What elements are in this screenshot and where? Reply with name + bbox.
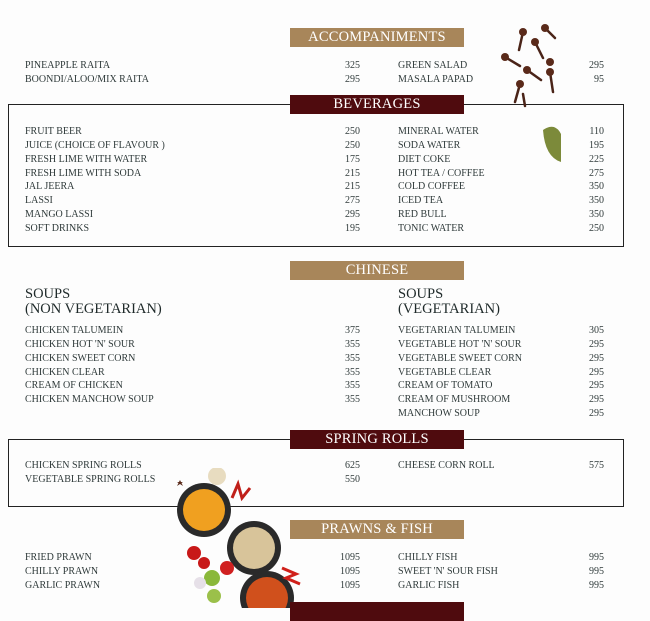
accompaniments-right-list <box>398 59 604 87</box>
menu-item <box>25 565 360 579</box>
menu-item-name: VEGETABLE SWEET CORN <box>398 352 523 364</box>
menu-item-name: ICED TEA <box>398 195 444 207</box>
menu-item-name: VEGETABLE HOT 'N' SOUR <box>398 338 522 350</box>
menu-item-name: CHICKEN CLEAR <box>25 366 105 378</box>
menu-item-price: 95 <box>594 73 604 85</box>
menu-item-price: 350 <box>589 181 604 193</box>
menu-item-price: 295 <box>589 366 604 378</box>
menu-item-name: LASSI <box>25 195 53 207</box>
menu-item-name: DIET COKE <box>398 153 451 165</box>
menu-item-name: CHICKEN MANCHOW SOUP <box>25 394 154 406</box>
menu-item-name: CHILLY PRAWN <box>25 565 99 577</box>
soups-veg-heading <box>398 287 500 317</box>
menu-item <box>25 73 360 87</box>
menu-item-name: JAL JEERA <box>25 181 75 193</box>
menu-item-price: 325 <box>345 60 360 71</box>
menu-item-name: CHICKEN SPRING ROLLS <box>25 460 142 471</box>
menu-item-price: 1095 <box>340 565 360 577</box>
menu-item-price: 295 <box>589 338 604 350</box>
heading-line: (NON VEGETARIAN) <box>25 301 162 317</box>
menu-item <box>25 338 360 352</box>
menu-item-name: CREAM OF MUSHROOM <box>398 394 511 406</box>
menu-item-name: BOONDI/ALOO/MIX RAITA <box>25 73 149 85</box>
menu-item-price: 295 <box>589 352 604 364</box>
menu-item-price: 215 <box>345 181 360 193</box>
menu-item <box>398 579 604 593</box>
menu-item <box>398 208 604 222</box>
menu-item-price: 175 <box>345 153 360 165</box>
menu-item-price: 355 <box>345 338 360 350</box>
menu-item-name: COLD COFFEE <box>398 181 465 193</box>
menu-item-name: FRESH LIME WITH SODA <box>25 167 142 179</box>
menu-item-price: 550 <box>345 473 360 485</box>
menu-item-price: 995 <box>589 579 604 591</box>
menu-item-price: 295 <box>589 408 604 420</box>
beverages-left-list <box>25 125 360 236</box>
menu-item <box>25 324 360 338</box>
menu-item <box>25 459 360 473</box>
menu-item <box>25 194 360 208</box>
menu-item <box>398 125 604 139</box>
menu-item-price: 350 <box>589 209 604 221</box>
menu-item <box>25 139 360 153</box>
menu-item <box>25 125 360 139</box>
menu-item <box>25 208 360 222</box>
menu-item <box>398 393 604 407</box>
menu-item-price: 305 <box>589 325 604 336</box>
menu-item <box>25 59 360 73</box>
menu-item <box>25 180 360 194</box>
menu-item-price: 350 <box>589 195 604 207</box>
menu-item-name: TONIC WATER <box>398 222 465 234</box>
menu-item-name: PINEAPPLE RAITA <box>25 60 111 71</box>
menu-item-name: RED BULL <box>398 209 447 221</box>
menu-item <box>398 366 604 380</box>
soups-non-veg-list <box>25 324 360 407</box>
menu-item-price: 195 <box>589 139 604 151</box>
menu-item <box>25 352 360 366</box>
menu-item-name: SOFT DRINKS <box>25 222 89 234</box>
menu-item-name: CHICKEN TALUMEIN <box>25 325 124 336</box>
menu-item <box>25 473 360 487</box>
menu-item-name: GREEN SALAD <box>398 60 468 71</box>
menu-item <box>25 579 360 593</box>
menu-item-name: HOT TEA / COFFEE <box>398 167 485 179</box>
section-header-accompaniments: ACCOMPANIMENTS <box>290 28 464 47</box>
prawns-list <box>25 551 360 593</box>
menu-item-price: 250 <box>589 222 604 234</box>
menu-item <box>398 139 604 153</box>
heading-line: (VEGETARIAN) <box>398 301 500 317</box>
spring-rolls-right-list <box>398 459 604 473</box>
menu-item <box>25 222 360 236</box>
section-header-chinese: CHINESE <box>290 261 464 280</box>
menu-item-name: MANCHOW SOUP <box>398 408 480 420</box>
menu-item-price: 355 <box>345 366 360 378</box>
menu-item <box>398 338 604 352</box>
menu-item <box>398 324 604 338</box>
menu-item-price: 355 <box>345 352 360 364</box>
menu-item-name: FRUIT BEER <box>25 126 82 137</box>
menu-item-price: 625 <box>345 460 360 471</box>
menu-item-price: 355 <box>345 394 360 406</box>
menu-item-price: 275 <box>345 195 360 207</box>
menu-item-name: JUICE (CHOICE OF FLAVOUR ) <box>25 139 165 151</box>
menu-item <box>398 73 604 87</box>
menu-item <box>398 222 604 236</box>
soups-non-veg-heading <box>25 287 162 317</box>
fish-list <box>398 551 604 593</box>
menu-item-name: FRESH LIME WITH WATER <box>25 153 148 165</box>
menu-item-name: CREAM OF CHICKEN <box>25 380 123 392</box>
menu-item <box>398 407 604 421</box>
menu-item <box>398 459 604 473</box>
section-header-beverages: BEVERAGES <box>290 95 464 114</box>
menu-item <box>25 167 360 181</box>
menu-item-price: 1095 <box>340 579 360 591</box>
menu-item-name: SODA WATER <box>398 139 461 151</box>
menu-item-price: 250 <box>345 139 360 151</box>
menu-item <box>398 551 604 565</box>
soups-veg-list <box>398 324 604 421</box>
menu-item-name: GARLIC PRAWN <box>25 579 101 591</box>
heading-line: SOUPS <box>398 286 444 302</box>
menu-item-name: CREAM OF TOMATO <box>398 380 493 392</box>
menu-item <box>25 393 360 407</box>
menu-item-price: 295 <box>589 60 604 71</box>
menu-item <box>398 167 604 181</box>
menu-item <box>398 59 604 73</box>
menu-item <box>398 379 604 393</box>
heading-line: SOUPS <box>25 286 71 302</box>
menu-item <box>398 194 604 208</box>
menu-item-price: 295 <box>589 394 604 406</box>
menu-item-price: 295 <box>345 73 360 85</box>
accompaniments-left-list <box>25 59 360 87</box>
menu-item-price: 1095 <box>340 552 360 563</box>
menu-item-price: 995 <box>589 565 604 577</box>
menu-item-price: 195 <box>345 222 360 234</box>
menu-item-name: FRIED PRAWN <box>25 552 92 563</box>
menu-item-price: 215 <box>345 167 360 179</box>
section-header-prawns-fish: PRAWNS & FISH <box>290 520 464 539</box>
menu-item-price: 995 <box>589 552 604 563</box>
menu-item-name: VEGETABLE SPRING ROLLS <box>25 473 156 485</box>
menu-item-name: MANGO LASSI <box>25 209 94 221</box>
menu-item-name: CHICKEN SWEET CORN <box>25 352 136 364</box>
menu-item-name: MINERAL WATER <box>398 126 479 137</box>
menu-item-name: GARLIC FISH <box>398 579 460 591</box>
menu-item <box>25 366 360 380</box>
menu-item-price: 355 <box>345 380 360 392</box>
menu-item-name: CHEESE CORN ROLL <box>398 460 495 471</box>
section-header-spring-rolls: SPRING ROLLS <box>290 430 464 449</box>
menu-item <box>398 352 604 366</box>
menu-item-price: 225 <box>589 153 604 165</box>
beverages-right-list <box>398 125 604 236</box>
menu-item-name: MASALA PAPAD <box>398 73 474 85</box>
menu-item-name: CHICKEN HOT 'N' SOUR <box>25 338 135 350</box>
menu-item-price: 295 <box>589 380 604 392</box>
menu-item-price: 250 <box>345 126 360 137</box>
spring-rolls-left-list <box>25 459 360 487</box>
menu-item <box>398 565 604 579</box>
menu-item-price: 275 <box>589 167 604 179</box>
menu-item-price: 575 <box>589 460 604 471</box>
menu-item-name: SWEET 'N' SOUR FISH <box>398 565 498 577</box>
menu-item <box>398 180 604 194</box>
menu-item-name: VEGETABLE CLEAR <box>398 366 492 378</box>
menu-item-price: 375 <box>345 325 360 336</box>
menu-item-price: 295 <box>345 209 360 221</box>
menu-item <box>25 551 360 565</box>
menu-item-name: VEGETARIAN TALUMEIN <box>398 325 516 336</box>
menu-item-price: 110 <box>589 126 604 137</box>
menu-item <box>398 153 604 167</box>
menu-item <box>25 153 360 167</box>
menu-item <box>25 379 360 393</box>
menu-item-name: CHILLY FISH <box>398 552 458 563</box>
